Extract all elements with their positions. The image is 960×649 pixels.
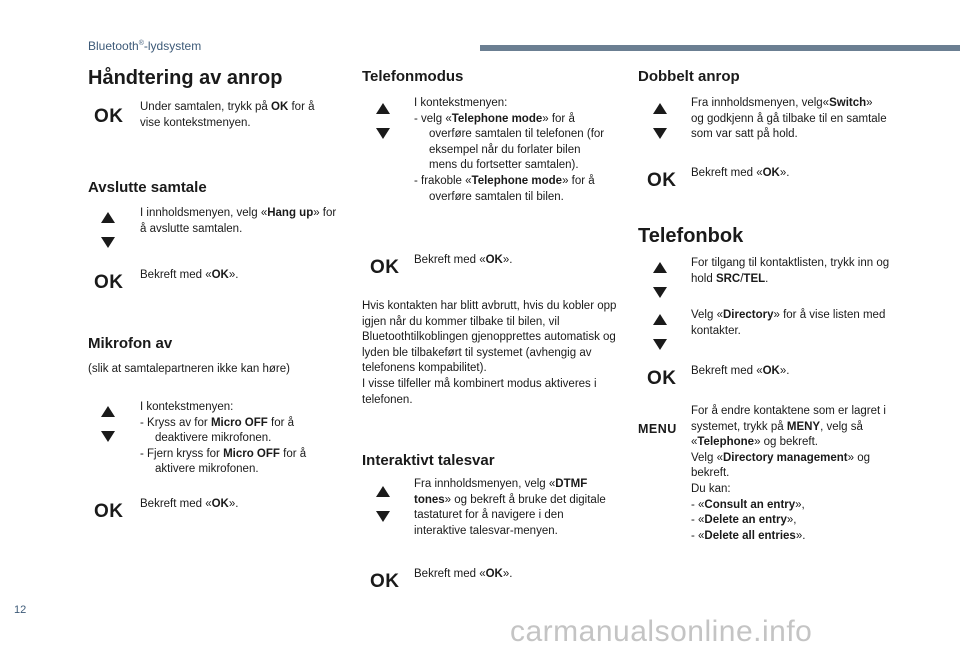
section-title-telephone-mode: Telefonmodus [362,68,464,85]
watermark: carmanualsonline.info [510,615,813,648]
menu-button-icon: MENU [638,422,677,436]
telephone-mode-step1: I kontekstmenyen: - velg «Telephone mode» for å overføre samtalen til telefonen (for eksempel når du forlater bilen mens du fortsetter samtalen). - frakoble «Telephone mode» for å overføre samtalen til bilen. [414,97,605,203]
section-title-phonebook: Telefonbok [638,225,744,247]
ok-button-icon: OK [94,501,124,522]
section-title-mic-off: Mikrofon av [88,335,173,352]
up-down-arrows-icon [376,486,390,524]
ok-button-icon: OK [94,272,124,293]
section-title-end-call: Avslutte samtale [88,179,207,196]
ok-button-icon: OK [370,571,400,592]
ok-button-icon: OK [94,106,124,127]
section-title-interactive-voice: Interaktivt talesvar [362,452,495,469]
phonebook-step3: Bekreft med «OK». [691,365,790,377]
mic-off-step1: I kontekstmenyen: - Kryss av for Micro OFF for å deaktivere mikrofonen. - Fjern kryss for Micro OFF for å aktivere mikrofonen. [140,401,307,476]
page-number: 12 [14,604,27,616]
up-down-arrows-icon [101,406,115,444]
phonebook-step2: Velg «Directory» for å vise listen med kontakter. [691,309,886,337]
end-call-step2: Bekreft med «OK». [140,269,239,281]
double-call-step1: Fra innholdsmenyen, velg«Switch» og godkjenn å gå tilbake til en samtale som var satt på hold. [691,97,887,141]
up-down-arrows-icon [653,262,667,300]
mic-off-step2: Bekreft med «OK». [140,498,239,510]
intro-text: Under samtalen, trykk på OK for å vise kontekstmenyen. [140,101,315,129]
ok-button-icon: OK [647,368,677,389]
interactive-voice-step1: Fra innholdsmenyen, velg «DTMF tones» og bekreft å bruke det digitale tastaturet for å navigere i den interaktive talesvar-menyen. [414,478,606,537]
section-title-call-handling: Håndtering av anrop [88,67,283,89]
telephone-mode-step2: Bekreft med «OK». [414,254,513,266]
page-header: Bluetooth®-lydsystem [88,39,202,53]
telephone-mode-paragraph: Hvis kontakten har blitt avbrutt, hvis du kobler opp igjen når du kommer tilbake til bilen, vil Bluetoothtilkoblingen gjenopprettes automatisk og lyden ble tilbakeført til systemet (avhengig av telefonens kompabilitet). I visse tilfeller må kombinert modus aktiveres i telefonen. [362,300,617,406]
up-down-arrows-icon [653,103,667,141]
mic-off-note: (slik at samtalepartneren ikke kan høre) [88,363,290,375]
up-down-arrows-icon [653,314,667,352]
end-call-step1: I innholdsmenyen, velg «Hang up» for å avslutte samtalen. [140,207,337,235]
up-down-arrows-icon [101,212,115,250]
phonebook-step4: For å endre kontaktene som er lagret i systemet, trykk på MENY, velg så «Telephone» og bekreft. Velg «Directory management» og bekreft. Du kan: - «Consult an entry», - «Delete an entry», - «Delete all entries». [691,405,886,542]
ok-button-icon: OK [647,170,677,191]
phonebook-step1: For tilgang til kontaktlisten, trykk inn og hold SRC/TEL. [691,257,890,285]
header-bar [480,45,960,51]
ok-button-icon: OK [370,257,400,278]
up-down-arrows-icon [376,103,390,141]
section-title-double-call: Dobbelt anrop [638,68,740,85]
double-call-step2: Bekreft med «OK». [691,167,790,179]
interactive-voice-step2: Bekreft med «OK». [414,568,513,580]
